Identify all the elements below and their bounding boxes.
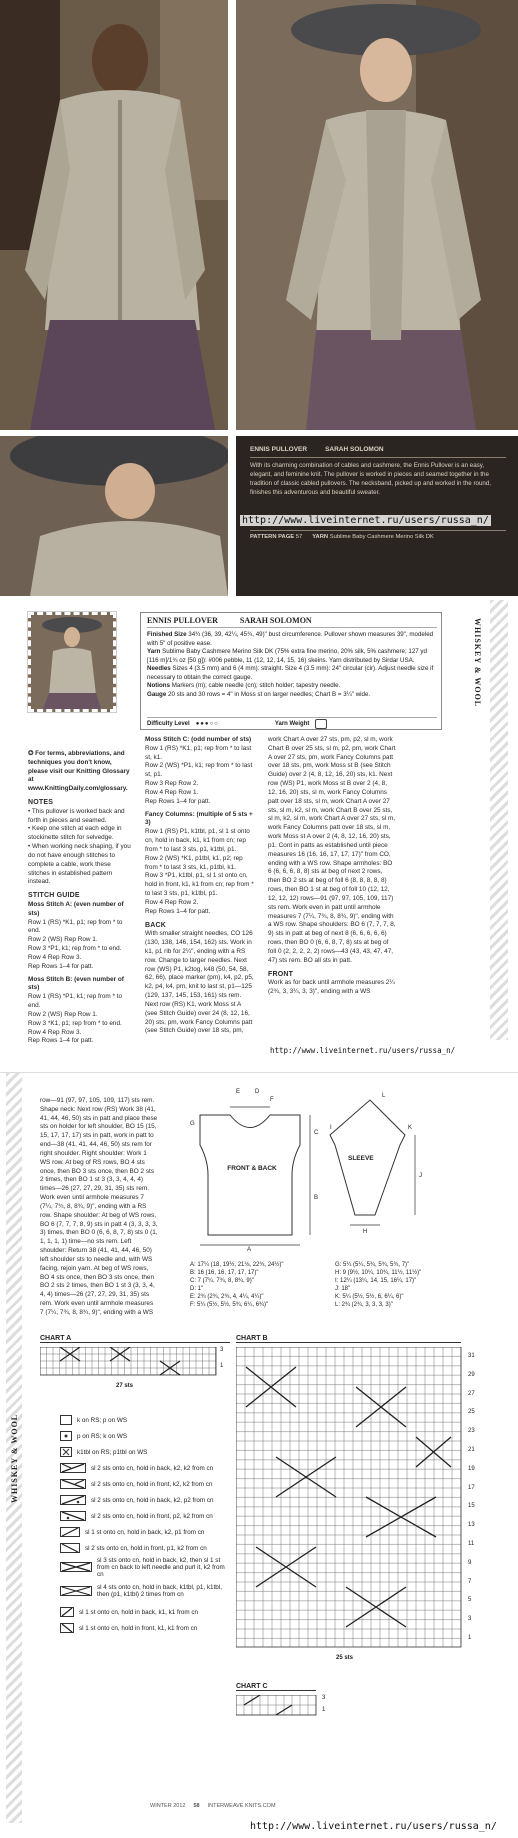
schematic-letter: H bbox=[363, 1229, 368, 1235]
chart-c-grid bbox=[236, 1695, 318, 1717]
measure-line: J: 18" bbox=[335, 1286, 351, 1293]
schematic-letter: B bbox=[314, 1195, 319, 1201]
yarn-weight-label: Yarn Weight bbox=[274, 720, 310, 727]
yarn-label: Yarn bbox=[147, 648, 161, 656]
moss-b-title: Moss Stitch B: (even number of sts) bbox=[28, 975, 124, 992]
watermark-bottom: http://www.liveinternet.ru/users/russa_n/ bbox=[250, 1821, 497, 1832]
card-yarn-label: YARN bbox=[312, 534, 329, 540]
watermark-top: http://www.liveinternet.ru/users/russa_n/ bbox=[242, 515, 489, 526]
moss-c-row: Row 3 Rep Row 2. bbox=[145, 780, 199, 788]
chart-b-row-number: 1 bbox=[468, 1634, 472, 1641]
glossary-icon: ✪ bbox=[28, 750, 36, 757]
photo-back-view bbox=[0, 0, 228, 430]
cable-2-2-lpc-icon bbox=[60, 1511, 86, 1521]
chart-c-row-number: 3 bbox=[322, 1695, 326, 1701]
measure-line: K: 5¼ (5½, 5½, 6, 6¼, 6)" bbox=[335, 1294, 404, 1301]
front-continued: row—91 (97, 97, 105, 109, 117) sts rem. Shape neck: Next row (RS) Work 38 (41, 41, 44, 46, 50) sts in patt and place these sts on holder for left shoulder, BO 15 (15, 15, 17, 17, 17) sts in patt, work in patt to end—38 (41, 41, 44, 46, 50) sts rem for right shoulder. Right shoulder: Work 1 WS row. At beg of RS rows, BO 4 sts once, then BO 3 sts once, then BO 2 sts 2 times, then BO 1 st 3 (3, 3, 4, 4, 4) times—26 (27, 27, 29, 31, 35) sts rem. Work even until armhole measures 7 (7¼, 7¾, 8, 8¾, 9)", ending with a RS row. Shape shoulder: At beg of WS rows, BO 6 (7, 7, 7, 8, 9) sts in patt 4 (3, 3, 3, 3, 3) times, then BO 0 (6, 6, 8, 7, 8) sts 0 (1, 1, 1, 1, 1) time—no sts rem. Left shoulder: Return 38 (41, 41, 44, 46, 50) left shoulder sts to needle and, with WS facing, rejoin yarn. At beg of WS rows, BO 4 sts once, then BO 3 sts once, then BO 2 sts 2 times, then BO 1 st 3 (3, 3, 4, 4, 4) times—26 (27, 27, 29, 31, 35) sts rem. Work even until armhole measures 7 (7¼, 7¾, 8, 8¾, 9)", ending with a WS bbox=[40, 1097, 158, 1316]
moss-a-row: Row 2 (WS) Rep Row 1. bbox=[28, 936, 98, 944]
pattern-thumb-photo bbox=[28, 612, 116, 712]
back-instructions: With smaller straight needles, CO 126 (130, 138, 146, 154, 162) sts. Work in k1, p1 rib for 2¼", ending with a RS row. Change to larger needles. Next row (WS) P1, k2tog, k48 (50, 54, 58, 62, 66), place marker (pm), k4, p2, p5, k2, p4, k4, pm, knit to last st, p1—125 (129, 137, 145, 153, 161) sts rem. Next row (RS) K1, work Moss st A (see Stitch Guide) over 24 (8, 12, 16, 20) sts, pm, work Fancy Columns patt (see Stitch Guide) over 18 sts, pm, bbox=[145, 930, 254, 1035]
needles-info: Sizes 4 (3.5 mm) and 6 (4 mm): straight. Size 4 (3.5 mm): 24" circular (cir). Adjust needle size if necessary to obtain the correct gauge. bbox=[147, 665, 434, 681]
fancy-row: Row 3 *P1, k1tbl, p1, sl 1 st onto cn, hold in front, k1, k1 from cn; rep from * to last 3 sts, p1, k1tbl, p1. bbox=[145, 872, 254, 898]
schematic-letter: K bbox=[408, 1125, 413, 1131]
gauge-label: Gauge bbox=[147, 690, 167, 698]
chart-b-row-number: 25 bbox=[468, 1409, 475, 1416]
front-back-label: FRONT & BACK bbox=[227, 1165, 277, 1172]
measure-line: E: 2¾ (2¾, 2¾, 4, 4¼, 4¼)" bbox=[190, 1294, 264, 1301]
cable-2-2-lc-icon bbox=[60, 1479, 86, 1489]
measure-line: A: 17¼ (18, 19½, 21⅛, 22¾, 24½)" bbox=[190, 1262, 284, 1268]
legend-item: p on RS; k on WS bbox=[60, 1429, 127, 1443]
moss-b-row: Rep Rows 1–4 for patt. bbox=[28, 1037, 94, 1045]
pattern-page-number: 57 bbox=[295, 534, 303, 540]
legend-item: sl 2 sts onto cn, hold in front, k2, k2 from cn bbox=[60, 1477, 212, 1491]
chart-b-title: CHART B bbox=[236, 1335, 461, 1343]
footer-page-number: 58 bbox=[193, 1803, 200, 1809]
cable-1-1-rc-icon bbox=[60, 1607, 74, 1617]
schematic-letter: J bbox=[419, 1173, 422, 1179]
schematic-letter: G bbox=[190, 1121, 195, 1127]
moss-a-row: Rep Rows 1–4 for patt. bbox=[28, 962, 94, 970]
measure-line: B: 16 (16, 16, 17, 17, 17)" bbox=[190, 1270, 259, 1277]
stitch-guide-title: STITCH GUIDE bbox=[28, 892, 80, 900]
chart-b-row-number: 29 bbox=[468, 1371, 475, 1378]
measure-line: D: 1" bbox=[190, 1286, 204, 1293]
photo-detail-image bbox=[0, 436, 228, 596]
moss-c-row: Row 2 (WS) *P1, k1; rep from * to last st, p1. bbox=[145, 762, 253, 779]
knit-symbol-icon bbox=[60, 1415, 72, 1425]
difficulty-dots-icon: ●●●○○ bbox=[195, 720, 219, 727]
cable-2-2-rpc-icon bbox=[60, 1495, 86, 1505]
photo-front-view bbox=[236, 0, 518, 430]
notions-label: Notions bbox=[147, 682, 171, 690]
moss-b-row: Row 4 Rep Row 3. bbox=[28, 1028, 82, 1036]
pattern-title: ENNIS PULLOVER bbox=[147, 616, 218, 625]
watermark-middle: http://www.liveinternet.ru/users/russa_n/ bbox=[270, 1046, 456, 1055]
chart-b-row-number: 9 bbox=[468, 1559, 472, 1566]
pattern-page-1 bbox=[0, 600, 518, 1070]
schematic bbox=[170, 1085, 490, 1325]
measure-line: F: 5¼ (5½, 5½, 5¾, 6¼, 6¾)" bbox=[190, 1302, 269, 1309]
cable-1-1-lc-icon bbox=[60, 1623, 74, 1633]
difficulty-label: Difficulty Level bbox=[147, 720, 190, 727]
chart-b-sts: 25 sts bbox=[336, 1655, 354, 1661]
finished-label: Finished Size bbox=[147, 631, 187, 638]
fancy-row: Row 2 (WS) *K1, p1tbl, k1, p2; rep from * to last 3 sts, k1, p1tbl, k1. bbox=[145, 854, 243, 871]
measure-line: I: 12¼ (13¼, 14, 15, 16¼, 17)" bbox=[335, 1278, 417, 1285]
moss-c-title: Moss Stitch C: (odd number of sts) bbox=[145, 736, 252, 743]
measures-left bbox=[190, 1261, 330, 1310]
measure-line: C: 7 (7¼, 7¾, 8, 8¾, 9)" bbox=[190, 1278, 254, 1285]
legend-item: sl 2 sts onto cn, hold in back, k2, k2 from cn bbox=[60, 1461, 213, 1475]
chart-c bbox=[236, 1683, 356, 1733]
chart-a-grid bbox=[40, 1347, 218, 1377]
chart-b-row-number: 19 bbox=[468, 1465, 475, 1472]
fancy-columns-title: Fancy Columns: (multiple of 5 sts + 3) bbox=[145, 810, 253, 827]
card-title: ENNIS PULLOVER bbox=[250, 446, 308, 453]
photo-front-view-image bbox=[236, 0, 518, 430]
sleeve-label: SLEEVE bbox=[348, 1155, 374, 1162]
side-label-vertical: WHISKEY & WOOL bbox=[473, 618, 482, 708]
moss-c-row: Rep Rows 1–4 for patt. bbox=[145, 797, 211, 805]
side-stripes bbox=[490, 600, 508, 1040]
text-column-3 bbox=[268, 736, 396, 1061]
needles-label: Needles bbox=[147, 665, 171, 673]
moss-c-row: Row 1 (RS) *K1, p1; rep from * to last st, k1. bbox=[145, 744, 252, 761]
pattern-designer: SARAH SOLOMON bbox=[239, 616, 312, 625]
legend-item: sl 3 sts onto cn, hold in back, k2, then sl 1 st from cn back to left needle and purl it, k2 from cn bbox=[60, 1557, 230, 1577]
chart-a bbox=[40, 1335, 230, 1405]
card-description: With its charming combination of cables and cashmere, the Ennis Pullover is an easy, elegant, and feminine knit. The pullover is worked in pieces and seamed together in the tradition of classic cabled pullovers. The necksband, picked up and worked in the round, finishes this adventurous and beautiful sweater. bbox=[250, 462, 491, 496]
chart-a-sts: 27 sts bbox=[116, 1383, 134, 1389]
moss-c-row: Row 4 Rep Row 1. bbox=[145, 788, 199, 796]
back-title: BACK bbox=[145, 921, 167, 929]
legend-item: sl 1 st onto cn, hold in front, k1, k1 from cn bbox=[60, 1621, 197, 1635]
chart-b-row-number: 21 bbox=[468, 1446, 475, 1453]
note-item: • This pullover is worked back and forth in pieces and seamed. bbox=[28, 807, 125, 824]
cable-5st-icon bbox=[60, 1562, 92, 1572]
schematic-letter: C bbox=[314, 1130, 319, 1136]
moss-a-row: Row 4 Rep Row 3. bbox=[28, 953, 82, 961]
notes-title: NOTES bbox=[28, 799, 54, 807]
schematic-letter: I bbox=[330, 1125, 332, 1131]
fancy-row: Row 1 (RS) P1, k1tbl, p1, sl 1 st onto cn, hold in back, k1, k1 from cn; rep from * to last 3 sts, p1, k1tbl, p1. bbox=[145, 828, 250, 853]
chart-b-row-number: 11 bbox=[468, 1540, 475, 1547]
gauge-info: 20 sts and 30 rows = 4" in Moss st on larger needles; Chart B = 3¼" wide. bbox=[168, 690, 371, 698]
chart-b-row-number: 17 bbox=[468, 1484, 475, 1491]
legend-item: k1tbl on RS; p1tbl on WS bbox=[60, 1445, 147, 1459]
footer-issue: WINTER 2012 bbox=[150, 1803, 186, 1809]
pattern-page-2 bbox=[0, 1072, 518, 1838]
chart-b-row-numbers bbox=[468, 1347, 486, 1648]
chart-b-row-number: 7 bbox=[468, 1578, 472, 1585]
yarn-weight-icon bbox=[315, 719, 327, 729]
chart-b-grid bbox=[236, 1347, 464, 1649]
finished-size: 34¾ (36, 39, 42¼, 45¾, 49)" bust circumference. Pullover shown measures 39", modeled with 5" of positive ease. bbox=[147, 631, 434, 647]
legend-item: sl 2 sts onto cn, hold in back, k2, p2 from cn bbox=[60, 1493, 214, 1507]
moss-a-row: Row 3 *P1, k1; rep from * to end. bbox=[28, 945, 122, 953]
purl-symbol-icon bbox=[60, 1431, 72, 1441]
schematic-drawing bbox=[170, 1085, 490, 1255]
chart-b-row-number: 15 bbox=[468, 1503, 475, 1510]
chart-b-row-number: 5 bbox=[468, 1597, 472, 1604]
fancy-row: Row 4 Rep Row 2. bbox=[145, 898, 199, 906]
pattern-thumb-image bbox=[31, 615, 113, 709]
pattern-page-label: PATTERN PAGE bbox=[250, 534, 295, 540]
yarn-info: Sublime Baby Cashmere Merino Silk DK (75% extra fine merino, 20% silk, 5% cashmere; 127 yd [116 m]/1¾ oz [50 g]): #006 pebble, 11 (12, 12, 14, 15, 16) skeins. Yarn distributed by Sirdar USA. bbox=[147, 648, 427, 664]
schematic-letter: F bbox=[270, 1097, 274, 1103]
chart-b bbox=[236, 1335, 486, 1675]
chart-b-row-number: 3 bbox=[468, 1616, 472, 1623]
text-column-1 bbox=[28, 750, 133, 1050]
fancy-row: Rep Rows 1–4 for patt. bbox=[145, 907, 211, 915]
side-label-vertical-2: WHISKEY & WOOL bbox=[10, 1413, 19, 1503]
cable-twisted-icon bbox=[60, 1586, 92, 1596]
schematic-letter: A bbox=[247, 1247, 252, 1253]
chart-a-row-number: 3 bbox=[220, 1347, 224, 1353]
front-instructions: Work as for back until armhole measures 2¼ (2¾, 3, 3¼, 3, 3)", ending with a WS bbox=[268, 979, 395, 996]
chart-b-row-number: 13 bbox=[468, 1522, 475, 1529]
back-continued: work Chart A over 27 sts, pm, p2, sl m, work Chart B over 25 sts, sl m, p2, pm, work Chart A over 27 sts, pm, work Fancy Columns patt over 18 sts, pm, work Moss st B (see Stitch Guide) over 2 (4, 8, 12, 16, 20) sts, k1. Next row (WS) P1, work Moss st B over 2 (4, 8, 12, 16, 20) sts, sl m, work Fancy Columns patt over 18 sts, sl m, work Chart A over 27 sts, sl m, k2, sl m, work Chart B over 25 sts, sl m, k2, sl m, work Chart A over 27 sts, sl m, work Fancy Columns patt over 18 sts, sl m, work Moss st A over 2 (4, 8, 12, 16, 20) sts, p1. Cont in patts as established until piece measures 16 (16, 16, 17, 17, 17)" from CO, ending with a WS row. Shape armholes: BO 6 (6, 6, 6, 8, 8) sts at beg of next 2 rows, then BO 2 sts at beg of foll 6 (8, 8, 8, 8, 8) rows, then BO 1 st at beg of foll 10 (12, 12, 12, 12, 12) rows—91 (97, 97, 105, 109, 117) sts rem. Work even in patt until armhole measures 7 (7¼, 7¾, 8, 8¾, 9)", ending with a WS row. Shape shoulders: BO 6 (7, 7, 7, 8, 9) sts in patt at beg of next 8 (6, 6, 6, 6, 6) rows, then BO 0 (6, 6, 8, 7, 8) sts at beg of foll 0 (2, 2, 2, 2, 2) rows—43 (43, 43, 47, 47, 47) sts rem. BO all sts in patt. bbox=[268, 736, 396, 964]
legend-item: sl 2 sts onto cn, hold in front, p1, k2 from cn bbox=[60, 1541, 207, 1555]
legend-item: k on RS; p on WS bbox=[60, 1413, 127, 1427]
footer-magazine: INTERWEAVE KNITS.COM bbox=[207, 1803, 276, 1809]
chart-a-row-number: 1 bbox=[220, 1363, 224, 1369]
chart-b-row-number: 27 bbox=[468, 1390, 475, 1397]
cable-2-2-rc-icon bbox=[60, 1463, 86, 1473]
legend-item: sl 4 sts onto cn, hold in back, k1tbl, p1, k1tbl, then (p1, k1tbl) 2 times from cn bbox=[60, 1581, 230, 1601]
chart-b-row-number: 23 bbox=[468, 1428, 475, 1435]
photo-detail bbox=[0, 436, 228, 596]
chart-c-title: CHART C bbox=[236, 1683, 316, 1691]
cable-2-1-rpc-icon bbox=[60, 1527, 80, 1537]
front-title: FRONT bbox=[268, 970, 294, 978]
text-column-2 bbox=[145, 736, 255, 1056]
measure-line: L: 2¾ (2¾, 3, 3, 3, 3)" bbox=[335, 1302, 393, 1309]
legend-item: sl 1 st onto cn, hold in back, k2, p1 from cn bbox=[60, 1525, 204, 1539]
page-footer bbox=[150, 1803, 350, 1809]
k1tbl-symbol-icon bbox=[60, 1447, 72, 1457]
photo-back-view-image bbox=[0, 0, 228, 430]
chart-b-row-number: 31 bbox=[468, 1353, 475, 1359]
card-designer: SARAH SOLOMON bbox=[325, 446, 384, 453]
measures-right bbox=[335, 1261, 485, 1310]
notions-info: Markers (m); cable needle (cn); stitch holder; tapestry needle. bbox=[171, 682, 341, 690]
pattern-info-box bbox=[140, 612, 442, 730]
moss-b-row: Row 1 (RS) *P1, k1; rep from * to end. bbox=[28, 993, 123, 1010]
moss-b-row: Row 2 (WS) Rep Row 1. bbox=[28, 1010, 98, 1018]
chart-legend bbox=[60, 1413, 230, 1673]
cable-2-1-lpc-icon bbox=[60, 1543, 80, 1553]
card-yarn: Sublime Baby Cashmere Merino Silk DK bbox=[329, 534, 434, 540]
legend-item: sl 1 st onto cn, hold in back, k1, k1 from cn bbox=[60, 1605, 198, 1619]
schematic-letter: E bbox=[236, 1089, 241, 1095]
note-item: • When working neck shaping, if you do not have enough stitches to complete a cable, work these stitches in established pattern instead. bbox=[28, 843, 131, 886]
moss-a-row: Row 1 (RS) *K1, p1; rep from * to end. bbox=[28, 918, 123, 935]
text-column-4 bbox=[40, 1097, 158, 1317]
moss-b-row: Row 3 *K1, p1; rep from * to end. bbox=[28, 1019, 122, 1027]
chart-a-title: CHART A bbox=[40, 1335, 230, 1343]
legend-item: sl 2 sts onto cn, hold in front, p2, k2 from cn bbox=[60, 1509, 213, 1523]
schematic-letter: D bbox=[255, 1089, 260, 1095]
schematic-letter: L bbox=[382, 1093, 386, 1099]
note-item: • Keep one stitch at each edge in stockinette stitch for selvedge. bbox=[28, 825, 122, 842]
moss-a-title: Moss Stitch A: (even number of sts) bbox=[28, 900, 124, 917]
glossary-intro: ✪ For terms, abbreviations, and techniques you don't know, please visit our Knitting Glossary at www.KnittingDaily.com/glossary. bbox=[28, 750, 130, 793]
measure-line: G: 5¼ (5¼, 5¾, 5¾, 5¾, 7)" bbox=[335, 1262, 410, 1268]
chart-c-row-number: 1 bbox=[322, 1707, 326, 1713]
measure-line: H: 9 (9½, 10¼, 10¾, 11½, 11½)" bbox=[335, 1270, 422, 1277]
